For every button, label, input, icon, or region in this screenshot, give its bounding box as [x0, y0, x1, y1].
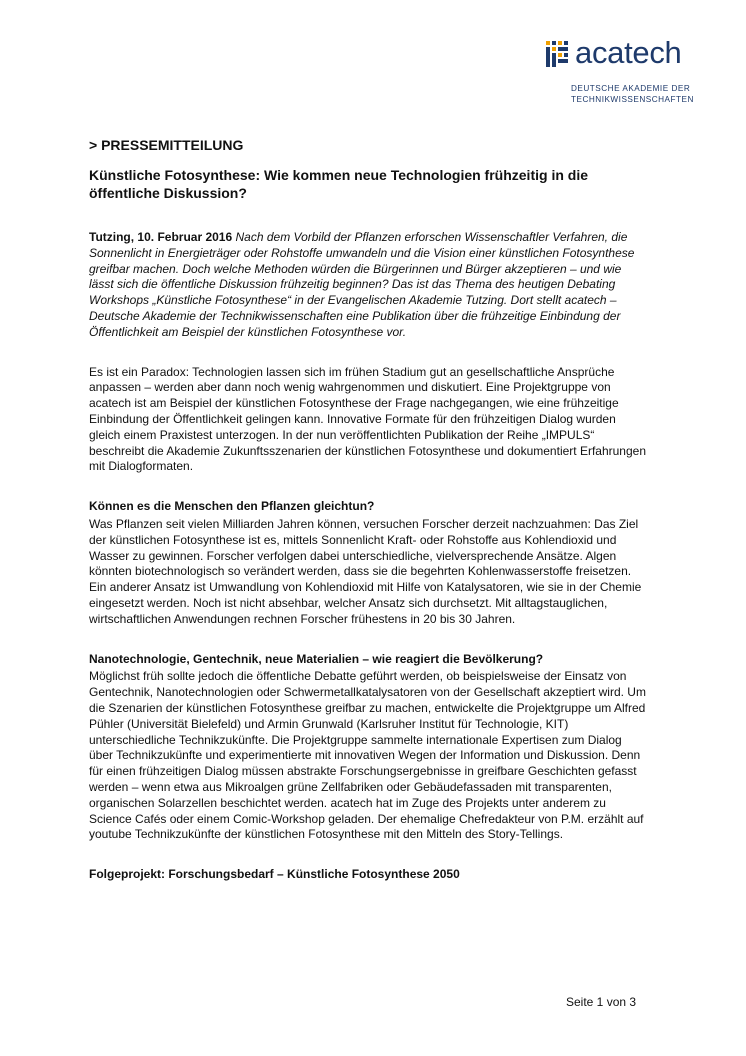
section-heading-2: Nanotechnologie, Gentechnik, neue Materialien – wie reagiert die Bevölkerung? — [89, 651, 544, 666]
logo-subtitle-line-1: DEUTSCHE AKADEMIE DER — [571, 84, 691, 93]
section-heading-1: Können es die Menschen den Pflanzen gleichtun? — [89, 499, 375, 514]
section-text-1: Was Pflanzen seit vielen Milliarden Jahren können, versuchen Forscher derzeit nachzuahmen: Das Ziel der künstlichen Fotosynthese ist es, mittels Sonnenlicht Kraft- oder Rohstoffe aus Kohlendioxid und Wasser zu gewinnen. Forscher verfolgen dabei unterschiedliche, vielversprechende Ansätze. Algen könnten biotechnologisch so verändert werden, dass sie die begehrten Kohlenwasserstoffe freisetzen. Ein anderer Ansatz ist Umwandlung von Kohlendioxid mit Hilfe von Katalysatoren, wie sie in der Chemie eingesetzt werden. Noch ist nicht absehbar, welcher Ansatz sich durchsetzt. Mit alltagstauglichen, wirtschaftlichen Anwendungen rechnen Forscher frühestens in 20 bis 30 Jahren. — [89, 516, 642, 626]
logo-subtitle-line-2: TECHNIKWISSENSCHAFTEN — [571, 95, 694, 104]
page-number: Seite 1 von 3 — [566, 995, 637, 1009]
acatech-logo — [540, 35, 710, 108]
logo-wordmark: acatech — [575, 35, 682, 70]
lead-text: Nach dem Vorbild der Pflanzen erforschen Wissenschaftler Verfahren, die Sonnenlicht in Energieträger oder Rohstoffe umwandeln und die Vision einer künstlichen Fotosynthese greifbar machen. Doch welche Methoden würden die Bürgerinnen und Bürger akzeptieren – und wie lässt sich die öffentliche Diskussion frühzeitig beginnen? Das ist das Thema des heutigen Debating Workshops „Künstliche Fotosynthese“ in der Evangelischen Akademie Tutzing. Dort stellt acatech – Deutsche Akademie der Technikwissenschaften eine Publikation über die frühzeitige Einbindung der Öffentlichkeit am Beispiel der künstlichen Fotosynthese vor. — [89, 230, 635, 339]
intro-paragraph: Es ist ein Paradox: Technologien lassen sich im frühen Stadium gut an gesellschaftliche Ansprüche anpassen – werden aber dann noch wenig wahrgenommen und diskutiert. Eine Projektgruppe von acatech ist am Beispiel der künstlichen Fotosynthese der Frage nachgegangen, wie eine frühzeitige Einbindung der Öffentlichkeit gelingen kann. Innovative Formate für den frühzeitigen Dialog wurden gleich einem Praxistest unterzogen. In der nun veröffentlichten Publikation der Reihe „IMPULS“ beschreibt die Akademie Zukunftsszenarien der künstlichen Fotosynthese und dokumentiert Erfahrungen mit Dialogformaten. — [89, 364, 646, 474]
document-title: Künstliche Fotosynthese: Wie kommen neue Technologien frühzeitig in die öffentliche Diskussion? — [89, 167, 588, 201]
section-text-2: Möglichst früh sollte jedoch die öffentliche Debatte geführt werden, ob beispielsweise der Einsatz von Gentechnik, Nanotechnologien oder Schwermetallkatalysatoren von der Gesellschaft akzeptiert wird. Um die Szenarien der künstlichen Fotosynthese greifbar zu machen, entwickelte die Projektgruppe um Alfred Pühler (Universität Bielefeld) und Armin Grunwald (Karlsruher Institut für Technologie, KIT) unterschiedliche Technikzukünfte. Die Projektgruppe sammelte internationale Expertisen zum Dialog über Technikzukünfte und experimentierte mit innovativen Wegen der Information und Diskussion. Denn für einen frühzeitigen Dialog müssen abstrakte Forschungsergebnisse in greifbare Geschichten gefasst werden – wenn etwa aus Mikroalgen grüne Zellfabriken oder Gebäudefassaden mit transparenten, organischen Solarzellen beschichtet werden. acatech hat im Zuge des Projekts unter anderem zu Science Cafés oder einem Comic-Workshop geladen. Der ehemalige Chefredakteur von P.M. erzählt auf youtube Technikzukünfte der künstlichen Fotosynthese mit den Mitteln des Story-Tellings. — [89, 669, 646, 842]
section-heading-3: Folgeprojekt: Forschungsbedarf – Künstliche Fotosynthese 2050 — [89, 867, 460, 882]
acatech-logo-icon — [544, 41, 570, 67]
lead-paragraph — [89, 230, 649, 341]
press-release-body — [89, 136, 649, 883]
logo-subtitle — [571, 83, 694, 105]
document-kicker: > PRESSEMITTEILUNG — [89, 137, 244, 153]
dateline: Tutzing, 10. Februar 2016 — [89, 230, 233, 244]
